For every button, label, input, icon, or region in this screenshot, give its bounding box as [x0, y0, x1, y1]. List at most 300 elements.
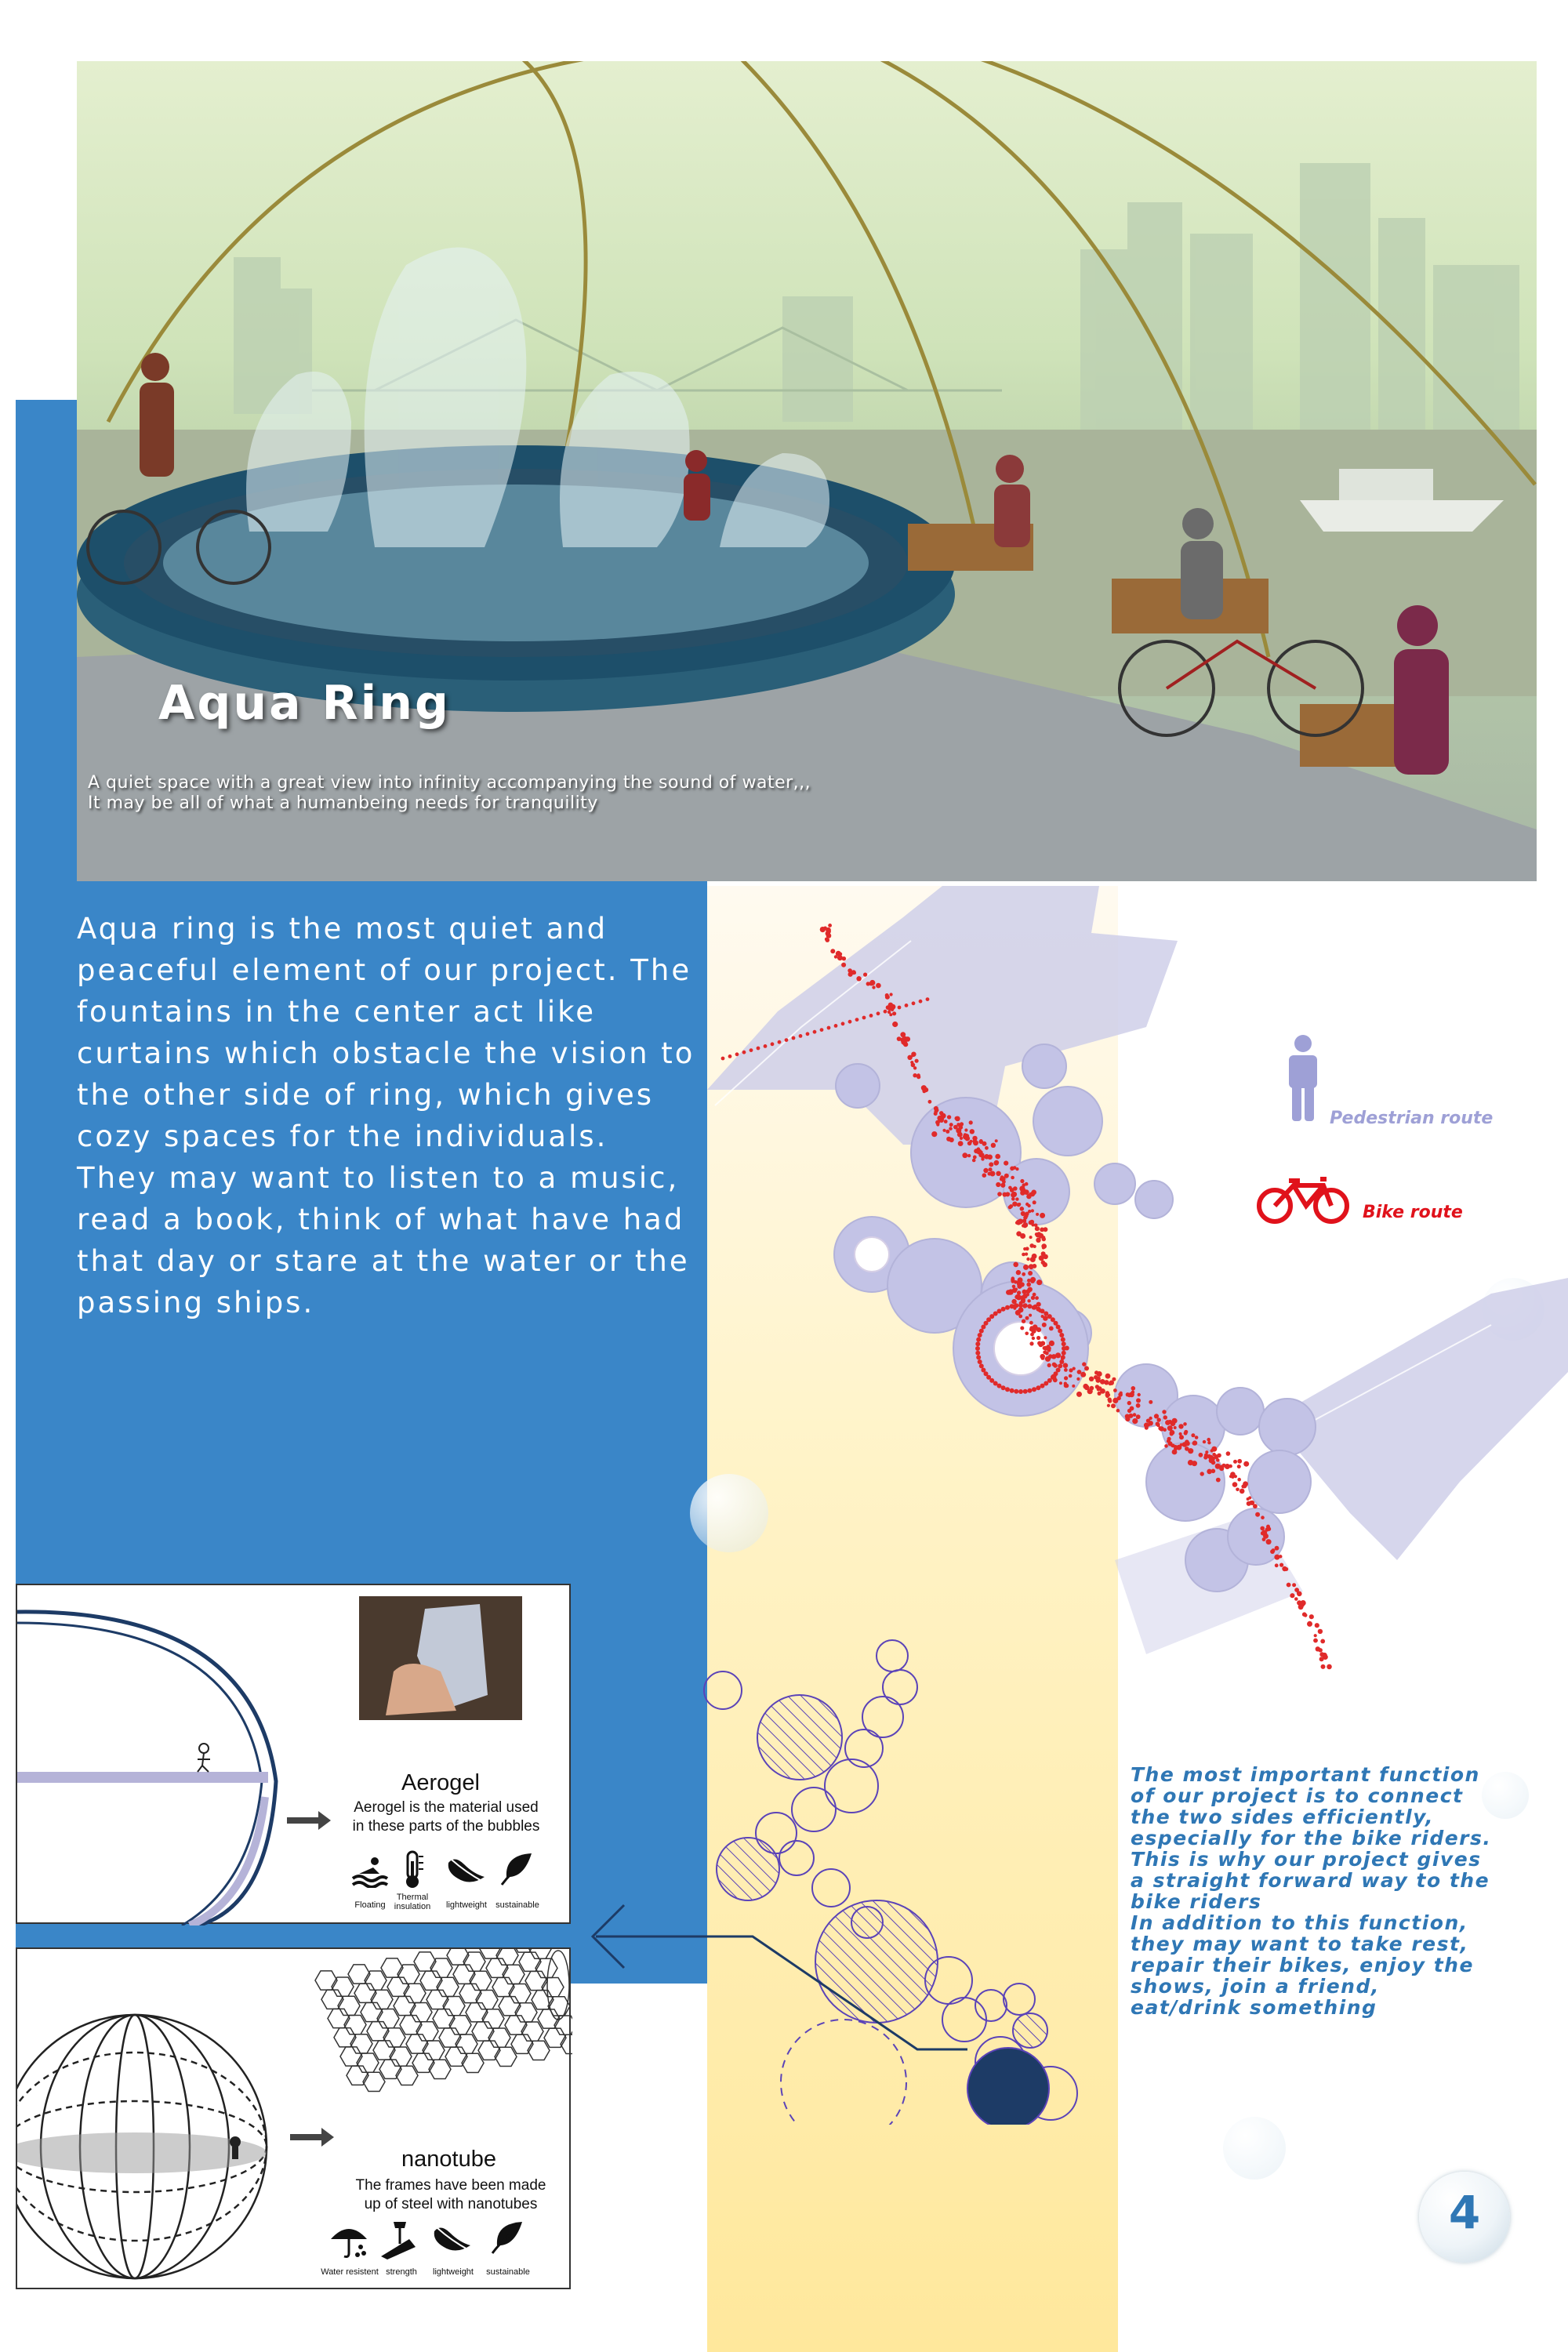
route-dot — [983, 1168, 988, 1173]
route-dot — [1327, 1664, 1332, 1670]
route-dot — [1001, 1385, 1006, 1390]
route-dot — [1262, 1537, 1266, 1541]
route-dot — [1035, 1296, 1039, 1300]
route-dot — [1005, 1305, 1010, 1310]
hex-cell — [371, 1990, 393, 2009]
route-dot — [1185, 1446, 1189, 1451]
route-dot — [1013, 1262, 1018, 1268]
main-description-paragraph: Aqua ring is the most quiet and peaceful element of our project. The fountains in the center act like curtains which obstacle the vision to the other side of ring, which gives cozy spaces for the individuals. They may want to listen to a music, read a book, think of what have had that day or stare at the water or the passing ships. — [77, 912, 695, 1319]
route-dot — [972, 1159, 976, 1163]
aerogel-description-line-1: Aerogel is the material used — [354, 1799, 539, 1816]
route-dot — [1261, 1515, 1265, 1519]
route-dot — [981, 1157, 984, 1160]
route-dot — [976, 1355, 981, 1359]
description-line: The most important function — [1131, 1763, 1480, 1786]
route-dot — [985, 1146, 989, 1150]
route-dot — [1266, 1539, 1272, 1544]
route-dot — [1243, 1461, 1249, 1467]
hex-cell — [426, 1990, 448, 2009]
route-dot — [1039, 1255, 1044, 1261]
route-dot — [1018, 1203, 1021, 1206]
render-illustration — [77, 61, 1537, 881]
route-dot — [1105, 1394, 1109, 1398]
hex-cell — [519, 1952, 541, 1971]
route-dot — [1260, 1526, 1265, 1531]
route-dot — [1127, 1401, 1131, 1405]
route-dot — [1020, 1207, 1025, 1211]
hex-cell — [334, 2028, 356, 2047]
route-dot — [997, 1308, 1002, 1313]
route-dot — [1005, 1387, 1010, 1392]
route-dot — [1029, 1321, 1033, 1325]
route-dot — [1061, 1338, 1065, 1342]
route-dot — [1297, 1592, 1302, 1597]
route-dot — [1032, 1337, 1035, 1340]
nanotube-material-panel — [16, 1947, 571, 2289]
route-dot — [1036, 1279, 1042, 1285]
route-dot — [964, 1128, 967, 1131]
route-dot — [1171, 1421, 1176, 1426]
route-dot — [939, 1111, 943, 1115]
route-dot — [1098, 1392, 1102, 1396]
route-dot — [853, 971, 856, 975]
route-dot — [1076, 1377, 1080, 1381]
route-dot — [1062, 1341, 1066, 1346]
route-dot — [1010, 1167, 1014, 1171]
description-line: of our project is to connect — [1131, 1784, 1464, 1807]
route-dot — [834, 1024, 838, 1028]
route-dot — [1240, 1489, 1245, 1494]
route-dot — [1107, 1404, 1110, 1407]
route-dot — [1042, 1237, 1046, 1241]
route-dot — [1033, 1200, 1036, 1204]
hex-cell — [496, 1949, 518, 1965]
route-dot — [1100, 1379, 1105, 1385]
route-dot — [1097, 1377, 1101, 1381]
route-dot — [1064, 1368, 1068, 1372]
route-dot — [919, 1000, 923, 1004]
route-dot — [1027, 1388, 1032, 1393]
route-dot — [892, 1022, 898, 1027]
description-line: the two sides efficiently, — [1131, 1806, 1435, 1828]
route-dot — [1184, 1432, 1188, 1436]
description-line: eat/drink something — [1131, 1996, 1377, 2019]
route-dot — [750, 1048, 753, 1052]
hex-cell — [357, 2053, 379, 2072]
route-dot — [1027, 1279, 1031, 1283]
route-dot — [1309, 1614, 1314, 1619]
hex-cell — [390, 2047, 412, 2066]
feather-icon — [447, 1855, 486, 1886]
route-dot — [828, 924, 832, 927]
route-dot — [1170, 1432, 1174, 1436]
route-dot — [1029, 1243, 1034, 1248]
hex-cell — [472, 2022, 494, 2041]
route-dot — [1294, 1597, 1298, 1601]
route-dot — [1011, 1197, 1015, 1201]
route-dot — [924, 1087, 928, 1092]
route-dot — [869, 982, 874, 986]
route-dot — [735, 1052, 739, 1056]
hex-cell — [544, 2028, 566, 2047]
route-dot — [1001, 1307, 1006, 1312]
route-dot — [1174, 1445, 1178, 1449]
route-dot — [907, 1055, 912, 1060]
route-dot — [949, 1123, 953, 1127]
route-dot — [1082, 1362, 1086, 1366]
route-dot — [1000, 1183, 1005, 1188]
hex-cell — [466, 2003, 488, 2022]
route-dot — [1125, 1417, 1130, 1421]
route-dot — [1182, 1442, 1188, 1447]
route-dot — [1304, 1613, 1308, 1617]
route-dot — [1047, 1363, 1051, 1367]
route-dot — [1274, 1555, 1279, 1560]
route-dot — [1036, 1336, 1040, 1340]
tube-end — [547, 1951, 569, 2020]
hex-cell — [387, 1977, 409, 1996]
nanotube-title: nanotube — [401, 2147, 496, 2172]
hex-cell — [373, 2041, 395, 2060]
route-dot — [1216, 1478, 1221, 1483]
route-dot — [1025, 1332, 1029, 1336]
hex-cell — [532, 1991, 554, 2009]
route-dot — [1026, 1283, 1031, 1287]
route-dot — [1226, 1451, 1231, 1456]
route-dot — [1049, 1341, 1054, 1346]
hex-cell — [511, 2034, 533, 2053]
aerogel-material-panel — [16, 1584, 571, 1924]
route-dot — [1022, 1319, 1025, 1323]
hex-cell — [445, 2047, 467, 2066]
route-dot — [1015, 1197, 1018, 1200]
route-dot — [941, 1119, 944, 1122]
route-dot — [778, 1040, 782, 1044]
route-dot — [1025, 1247, 1029, 1250]
nanotube-description-line-1: The frames have been made — [355, 2177, 546, 2194]
route-dot — [1250, 1501, 1254, 1505]
route-dot — [1200, 1472, 1204, 1475]
route-dot — [1272, 1548, 1276, 1552]
route-dot — [1243, 1481, 1248, 1486]
route-dot — [1059, 1333, 1064, 1338]
route-dot — [806, 1032, 810, 1036]
hex-cell — [416, 2022, 438, 2041]
route-dot — [978, 1333, 982, 1338]
icon-label: Floating — [354, 1900, 386, 1910]
route-dot — [1136, 1414, 1141, 1419]
hex-cell — [396, 2066, 418, 2085]
hex-cell — [367, 2022, 389, 2041]
route-dot — [1314, 1634, 1317, 1637]
route-dot — [876, 983, 881, 989]
hex-cell — [463, 1952, 485, 1971]
route-dot — [1162, 1410, 1166, 1414]
bike-function-description — [1131, 1764, 1566, 2018]
route-dot — [841, 963, 846, 967]
hex-cell — [361, 2002, 383, 2021]
route-dot — [1011, 1192, 1017, 1197]
route-dot — [1026, 1258, 1029, 1261]
route-dot — [1321, 1664, 1326, 1669]
route-dot — [1030, 1257, 1036, 1262]
route-dot — [1290, 1593, 1294, 1598]
route-dot — [877, 1011, 880, 1015]
route-dot — [841, 1022, 845, 1025]
water-waves-icon — [351, 1857, 389, 1888]
route-dot — [1014, 1303, 1018, 1308]
route-dot — [944, 1120, 948, 1123]
route-dot — [931, 1131, 937, 1137]
description-line: a straight forward way to the — [1131, 1869, 1490, 1892]
route-dot — [1014, 1288, 1018, 1291]
route-dot — [1120, 1392, 1123, 1395]
hex-cell — [315, 1971, 337, 1990]
route-dot — [1132, 1418, 1138, 1424]
route-dot — [913, 1066, 916, 1069]
route-dot — [1255, 1512, 1260, 1517]
route-dot — [1320, 1639, 1325, 1644]
route-dot — [1199, 1453, 1203, 1457]
route-dot — [1318, 1629, 1323, 1634]
route-dot — [1237, 1459, 1242, 1464]
hex-cell — [363, 2072, 385, 2091]
route-dot — [1040, 1384, 1045, 1388]
route-dot — [1209, 1458, 1214, 1464]
route-dot — [1012, 1285, 1016, 1289]
hex-cell — [439, 2028, 461, 2047]
route-dot — [1031, 1190, 1036, 1196]
route-dot — [1064, 1376, 1068, 1380]
route-dot — [1131, 1386, 1136, 1391]
hex-cell — [488, 2028, 510, 2047]
route-dot — [1034, 1224, 1038, 1228]
route-dot — [1008, 1186, 1012, 1190]
description-line: In addition to this function, — [1131, 1911, 1468, 1934]
route-dot — [1016, 1231, 1022, 1236]
route-dot — [1032, 1387, 1036, 1392]
route-dot — [1030, 1277, 1036, 1283]
route-dot — [728, 1054, 732, 1058]
map-land — [707, 886, 1568, 1654]
hex-cell — [347, 2066, 368, 2085]
icon-label: lightweight — [446, 1900, 487, 1910]
route-dot — [975, 1346, 980, 1351]
route-dot — [964, 1134, 969, 1138]
hex-cell — [377, 2009, 399, 2028]
hex-cell — [429, 2060, 451, 2078]
route-dot — [981, 1368, 985, 1373]
route-dot — [1017, 1280, 1022, 1286]
description-line: bike riders — [1131, 1890, 1262, 1913]
route-dot — [1027, 1299, 1030, 1302]
route-dot — [1174, 1426, 1177, 1429]
umbrella-icon — [329, 2223, 368, 2259]
decorative-bubble — [1223, 2117, 1286, 2180]
route-dot — [996, 1182, 1000, 1187]
pedestrian-route-label: Pedestrian route — [1330, 1109, 1494, 1128]
route-dot — [1108, 1398, 1112, 1402]
route-dot — [1040, 1213, 1045, 1218]
route-dot — [1042, 1323, 1047, 1327]
route-dot — [1025, 1253, 1028, 1256]
route-dot — [1111, 1403, 1116, 1408]
hex-cell — [423, 2041, 445, 2060]
hex-cell — [499, 1997, 521, 2016]
hex-cell — [470, 1971, 492, 1990]
route-dot — [1029, 1220, 1034, 1225]
route-dot — [757, 1047, 760, 1051]
feather-icon — [433, 2223, 472, 2255]
route-dot — [1009, 1204, 1013, 1208]
route-dot — [1023, 1265, 1029, 1270]
hex-cell — [515, 2003, 537, 2022]
route-dot — [1036, 1232, 1041, 1236]
description-line: repair their bikes, enjoy the — [1131, 1954, 1474, 1976]
route-dot — [962, 1152, 967, 1158]
description-line: especially for the bike riders. — [1131, 1827, 1492, 1849]
route-dot — [1090, 1386, 1094, 1391]
route-dot — [1171, 1444, 1174, 1448]
route-dot — [960, 1137, 963, 1140]
route-dot — [1128, 1392, 1131, 1396]
hex-cell — [492, 1977, 514, 1996]
route-dot — [1029, 1314, 1032, 1317]
route-dot — [1282, 1566, 1287, 1571]
route-dot — [1064, 1383, 1069, 1388]
hex-cell — [433, 2009, 455, 2028]
hex-cell — [400, 2016, 422, 2034]
route-dot — [1072, 1385, 1075, 1388]
hex-cell — [412, 2053, 434, 2072]
route-map — [707, 886, 1568, 1733]
route-dot — [1163, 1428, 1167, 1432]
person-icon — [1283, 1035, 1323, 1123]
route-dot — [996, 1171, 1000, 1176]
icon-label: strength — [386, 2267, 417, 2277]
route-dot — [1052, 1363, 1057, 1367]
hex-cell — [495, 2047, 517, 2066]
route-dot — [1315, 1623, 1319, 1628]
route-dot — [957, 1132, 963, 1138]
route-dot — [1062, 1346, 1066, 1351]
route-dot — [1024, 1189, 1029, 1195]
route-dot — [1279, 1563, 1283, 1567]
hex-cell — [554, 2016, 572, 2034]
hex-cell — [453, 1965, 475, 1984]
icon-label: sustainable — [486, 2267, 530, 2277]
hex-cell — [509, 1984, 531, 2003]
route-dot — [1020, 1179, 1024, 1183]
route-dot — [820, 1028, 824, 1032]
route-dot — [967, 1154, 971, 1157]
thermometer-icon — [398, 1850, 426, 1889]
route-dot — [826, 931, 830, 936]
hex-cell — [505, 2016, 527, 2034]
hex-cell — [449, 2016, 471, 2034]
hex-cell — [332, 1977, 354, 1996]
route-dot — [982, 1173, 987, 1178]
route-dot — [1047, 1345, 1050, 1348]
description-line: they may want to take rest, — [1131, 1933, 1469, 1955]
route-dot — [863, 973, 867, 977]
route-dot — [885, 995, 890, 1000]
icon-label: Water resistent — [321, 2267, 379, 2277]
route-dot — [1084, 1385, 1090, 1391]
route-dot — [1002, 1180, 1006, 1184]
route-dot — [1058, 1363, 1062, 1368]
route-dot — [1233, 1460, 1237, 1464]
route-dot — [1080, 1372, 1086, 1377]
route-dot — [1022, 1298, 1025, 1301]
hex-cell — [525, 1971, 547, 1990]
route-dot — [984, 1154, 989, 1160]
route-dot — [1011, 1280, 1014, 1283]
route-dot — [792, 1036, 796, 1040]
route-dot — [1113, 1388, 1117, 1392]
route-dot — [942, 1129, 946, 1132]
route-dot — [982, 1142, 987, 1146]
description-line: This is why our project gives — [1131, 1848, 1482, 1871]
route-dot — [1018, 1303, 1023, 1308]
route-dot — [1203, 1440, 1206, 1443]
route-dot — [1021, 1211, 1025, 1216]
connector-arrow — [580, 1882, 1019, 2085]
hex-cell — [420, 1971, 442, 1990]
route-dot — [827, 1026, 831, 1030]
route-dot — [1203, 1455, 1207, 1459]
route-dot — [1232, 1482, 1238, 1487]
route-dot — [976, 1338, 981, 1342]
hex-cell — [476, 1991, 498, 2009]
aerogel-section-drawing — [17, 1585, 572, 1926]
hex-cell — [394, 1996, 416, 2015]
route-dot — [1172, 1450, 1178, 1455]
route-dot — [989, 1167, 993, 1171]
route-dot — [1298, 1604, 1304, 1610]
route-dot — [946, 1130, 949, 1134]
bike-route-label: Bike route — [1363, 1203, 1463, 1222]
hex-cell — [456, 2034, 477, 2053]
page-number: 4 — [1448, 2186, 1481, 2239]
route-dot — [1211, 1446, 1217, 1452]
route-dot — [1041, 1243, 1047, 1249]
hex-cell — [414, 1952, 436, 1971]
route-dot — [1191, 1433, 1195, 1437]
route-dot — [1192, 1440, 1197, 1445]
hex-cell — [354, 1984, 376, 2002]
route-dot — [1192, 1461, 1197, 1466]
route-dot — [721, 1057, 725, 1061]
route-dot — [969, 1120, 973, 1124]
route-dot — [1003, 1192, 1007, 1197]
route-dot — [935, 1120, 940, 1125]
route-dot — [1029, 1236, 1033, 1239]
route-dot — [1313, 1639, 1318, 1643]
route-dot — [1010, 1388, 1014, 1393]
route-dot — [977, 1147, 981, 1151]
route-dot — [1018, 1389, 1023, 1394]
hex-cell — [535, 1958, 557, 1977]
hex-cell — [521, 2022, 543, 2041]
bicycle-icon — [1254, 1176, 1352, 1226]
route-dot — [946, 1137, 951, 1142]
route-dot — [1015, 1167, 1018, 1171]
route-dot — [1154, 1414, 1159, 1418]
route-dot — [1044, 1336, 1047, 1339]
route-dot — [1027, 1304, 1032, 1308]
route-dot — [891, 1007, 895, 1011]
